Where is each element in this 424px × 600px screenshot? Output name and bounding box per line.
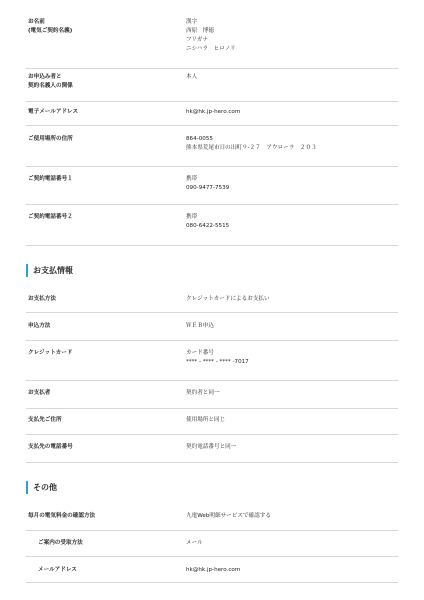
payer-label: お支払者 (28, 390, 51, 396)
phone1-value: 携帯 090-9477-7539 (186, 176, 230, 191)
address-label: ご使用場所の住所 (28, 136, 73, 142)
email-label: 電子メールアドレス (28, 109, 79, 115)
payment-method-value: クレジットカードによるお支払い (186, 296, 270, 302)
payer-address-label: 支払先ご住所 (28, 417, 62, 423)
payer-phone-value: 契約電話番号と同一 (186, 444, 237, 450)
section-title-payment: お支払情報 (26, 264, 73, 277)
mail-address-label: メールアドレス (38, 567, 77, 573)
row-payment-method (26, 288, 398, 313)
address-value: 864-0055 熊本県荒尾市日の出町９-２７ アウローラ ２０３ (186, 136, 317, 151)
phone1-label: ご契約電話番号１ (28, 176, 73, 182)
row-credit-card (26, 340, 398, 381)
row-payer-address (26, 408, 398, 435)
section-title-other: その他 (26, 481, 57, 494)
row-guide-method (26, 530, 398, 557)
row-phone2 (26, 204, 398, 246)
row-address (26, 125, 398, 167)
credit-card-value: カード番号 **** - **** - **** -7017 (186, 350, 249, 365)
bill-confirm-value: 九電Web明細サービスで確認する (186, 513, 271, 519)
phone2-value: 携帯 080-6422-5515 (186, 214, 230, 229)
phone2-label: ご契約電話番号２ (28, 214, 73, 220)
row-payer (26, 380, 398, 409)
name-label: お名前 (電気ご契約名義) (28, 19, 73, 34)
row-bill-confirm (26, 506, 398, 531)
row-payer-phone (26, 434, 398, 463)
guide-method-value: メール (186, 540, 203, 546)
bill-confirm-label: 毎月の電気料金の確認方法 (28, 513, 96, 519)
row-email (26, 101, 398, 126)
email-value: hk@hk.jp-hero.com (186, 109, 241, 115)
credit-card-label: クレジットカード (28, 350, 73, 356)
relation-value: 本人 (186, 74, 198, 80)
apply-method-value: ＷＥＢ申込 (186, 323, 214, 329)
name-value: 漢字 西原 博徳 フリガナ ニシハラ ヒロノリ (186, 19, 236, 52)
relation-label: お申込み者と 契約名義人の関係 (28, 74, 73, 89)
payer-phone-label: 支払先の電話番号 (28, 444, 73, 450)
apply-method-label: 申込方法 (28, 323, 51, 329)
payer-value: 契約者と同一 (186, 390, 220, 396)
row-name (26, 10, 398, 69)
row-mail-address (26, 556, 398, 583)
guide-method-label: ご案内の受取方法 (38, 540, 83, 546)
mail-address-value: hk@hk.jp-hero.com (186, 567, 241, 573)
row-phone1 (26, 166, 398, 205)
row-relation (26, 68, 398, 102)
payer-address-value: 使用場所と同じ (186, 417, 226, 423)
payment-method-label: お支払方法 (28, 296, 56, 302)
row-apply-method (26, 312, 398, 341)
